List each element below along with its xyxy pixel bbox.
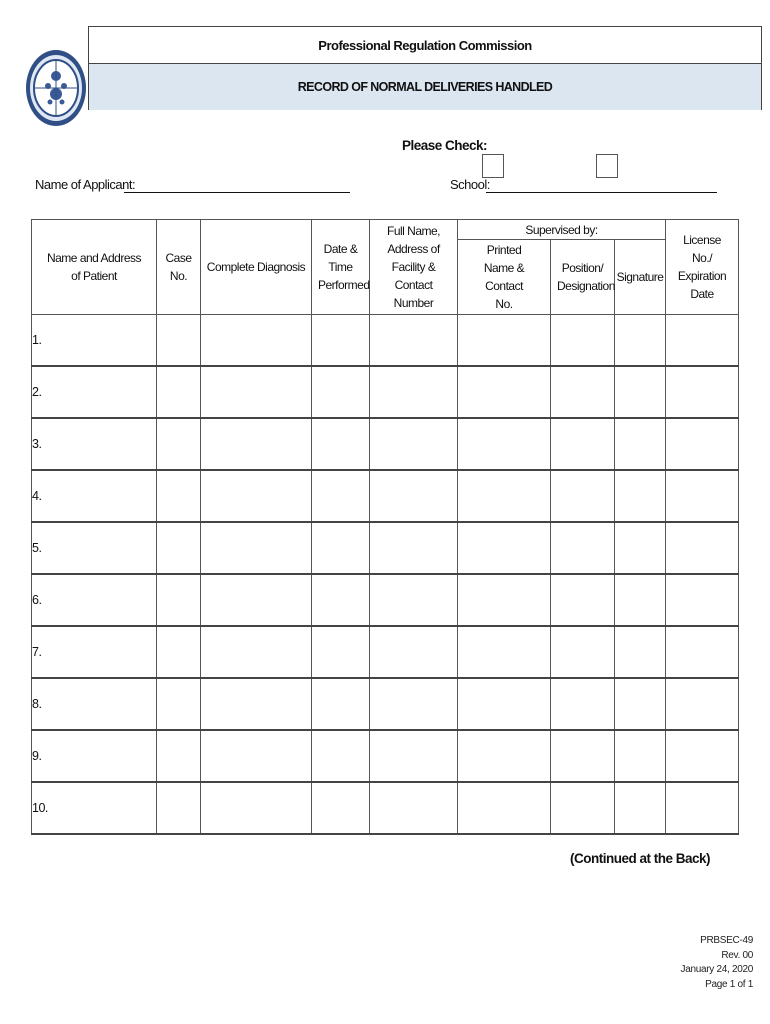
- school-field[interactable]: [486, 192, 717, 193]
- signature-cell[interactable]: [615, 366, 666, 418]
- prc-seal-logo: [22, 46, 90, 130]
- signature-cell[interactable]: [615, 626, 666, 678]
- applicant-name-label: Name of Applicant:: [35, 177, 136, 192]
- case-no-cell[interactable]: [157, 522, 201, 574]
- date-time-cell[interactable]: [312, 678, 370, 730]
- form-metadata: [681, 934, 753, 992]
- table-row: [32, 730, 739, 782]
- row-number: 1.: [32, 315, 157, 367]
- signature-cell[interactable]: [615, 574, 666, 626]
- position-cell[interactable]: [551, 730, 615, 782]
- check-box-2[interactable]: [596, 154, 618, 178]
- position-cell[interactable]: [551, 678, 615, 730]
- position-cell[interactable]: [551, 315, 615, 367]
- table-row: [32, 522, 739, 574]
- position-cell[interactable]: [551, 470, 615, 522]
- date-time-cell[interactable]: [312, 366, 370, 418]
- license-cell[interactable]: [666, 782, 739, 834]
- date-time-cell[interactable]: [312, 418, 370, 470]
- column-header-printed-name: Printed Name & Contact No.: [458, 240, 551, 315]
- diagnosis-cell[interactable]: [201, 574, 312, 626]
- signature-cell[interactable]: [615, 315, 666, 367]
- printed-name-cell[interactable]: [458, 574, 551, 626]
- diagnosis-cell[interactable]: [201, 470, 312, 522]
- case-no-cell[interactable]: [157, 782, 201, 834]
- school-label: School:: [450, 177, 490, 192]
- diagnosis-cell[interactable]: [201, 315, 312, 367]
- column-header-patient: Name and Address of Patient: [32, 220, 157, 315]
- row-number: 3.: [32, 418, 157, 470]
- printed-name-cell[interactable]: [458, 418, 551, 470]
- diagnosis-cell[interactable]: [201, 678, 312, 730]
- printed-name-cell[interactable]: [458, 782, 551, 834]
- printed-name-cell[interactable]: [458, 522, 551, 574]
- position-cell[interactable]: [551, 574, 615, 626]
- table-row: [32, 626, 739, 678]
- applicant-name-field[interactable]: [124, 192, 350, 193]
- row-number: 2.: [32, 366, 157, 418]
- case-no-cell[interactable]: [157, 366, 201, 418]
- row-number: 6.: [32, 574, 157, 626]
- printed-name-cell[interactable]: [458, 315, 551, 367]
- revision: Rev. 00: [721, 949, 753, 961]
- printed-name-cell[interactable]: [458, 366, 551, 418]
- table-row: [32, 574, 739, 626]
- license-cell[interactable]: [666, 418, 739, 470]
- table-row: [32, 366, 739, 418]
- license-cell[interactable]: [666, 574, 739, 626]
- facility-cell[interactable]: [370, 678, 458, 730]
- position-cell[interactable]: [551, 418, 615, 470]
- please-check-label: Please Check:: [402, 138, 488, 153]
- case-no-cell[interactable]: [157, 470, 201, 522]
- page-number: Page 1 of 1: [705, 978, 753, 990]
- revision-date: January 24, 2020: [680, 964, 753, 975]
- row-number: 9.: [32, 730, 157, 782]
- case-no-cell[interactable]: [157, 574, 201, 626]
- diagnosis-cell[interactable]: [201, 418, 312, 470]
- diagnosis-cell[interactable]: [201, 626, 312, 678]
- column-header-signature: Signature: [615, 240, 666, 315]
- table-row: [32, 678, 739, 730]
- facility-cell[interactable]: [370, 730, 458, 782]
- diagnosis-cell[interactable]: [201, 730, 312, 782]
- row-number: 4.: [32, 470, 157, 522]
- continued-note: (Continued at the Back): [570, 851, 711, 866]
- case-no-cell[interactable]: [157, 418, 201, 470]
- date-time-cell[interactable]: [312, 574, 370, 626]
- diagnosis-cell[interactable]: [201, 522, 312, 574]
- row-number: 5.: [32, 522, 157, 574]
- printed-name-cell[interactable]: [458, 678, 551, 730]
- deliveries-table: [31, 219, 739, 835]
- facility-cell[interactable]: [370, 470, 458, 522]
- license-cell[interactable]: [666, 522, 739, 574]
- date-time-cell[interactable]: [312, 522, 370, 574]
- signature-cell[interactable]: [615, 782, 666, 834]
- case-no-cell[interactable]: [157, 678, 201, 730]
- column-header-case-no: Case No.: [157, 220, 201, 315]
- date-time-cell[interactable]: [312, 782, 370, 834]
- signature-cell[interactable]: [615, 678, 666, 730]
- facility-cell[interactable]: [370, 574, 458, 626]
- case-no-cell[interactable]: [157, 730, 201, 782]
- diagnosis-cell[interactable]: [201, 366, 312, 418]
- date-time-cell[interactable]: [312, 470, 370, 522]
- form-title: RECORD OF NORMAL DELIVERIES HANDLED: [89, 64, 761, 110]
- column-header-diagnosis: Complete Diagnosis: [201, 220, 312, 315]
- signature-cell[interactable]: [615, 418, 666, 470]
- position-cell[interactable]: [551, 366, 615, 418]
- facility-cell[interactable]: [370, 626, 458, 678]
- table-row: [32, 418, 739, 470]
- column-header-facility: Full Name, Address of Facility & Contact Number: [370, 220, 458, 315]
- license-cell[interactable]: [666, 678, 739, 730]
- table-row: [32, 315, 739, 367]
- date-time-cell[interactable]: [312, 315, 370, 367]
- license-cell[interactable]: [666, 626, 739, 678]
- row-number: 10.: [32, 782, 157, 834]
- facility-cell[interactable]: [370, 418, 458, 470]
- printed-name-cell[interactable]: [458, 730, 551, 782]
- signature-cell[interactable]: [615, 730, 666, 782]
- check-box-1[interactable]: [482, 154, 504, 178]
- license-cell[interactable]: [666, 730, 739, 782]
- printed-name-cell[interactable]: [458, 626, 551, 678]
- case-no-cell[interactable]: [157, 315, 201, 367]
- position-cell[interactable]: [551, 626, 615, 678]
- position-cell[interactable]: [551, 782, 615, 834]
- facility-cell[interactable]: [370, 522, 458, 574]
- case-no-cell[interactable]: [157, 626, 201, 678]
- header-box: [88, 26, 762, 110]
- printed-name-cell[interactable]: [458, 470, 551, 522]
- column-header-date-time: Date & Time Performed: [312, 220, 370, 315]
- position-cell[interactable]: [551, 522, 615, 574]
- signature-cell[interactable]: [615, 470, 666, 522]
- column-header-position: Position/ Designation: [551, 240, 615, 315]
- diagnosis-cell[interactable]: [201, 782, 312, 834]
- license-cell[interactable]: [666, 470, 739, 522]
- table-row: [32, 782, 739, 834]
- license-cell[interactable]: [666, 366, 739, 418]
- column-header-license: License No./ Expiration Date: [666, 220, 739, 315]
- date-time-cell[interactable]: [312, 626, 370, 678]
- table-row: [32, 470, 739, 522]
- facility-cell[interactable]: [370, 782, 458, 834]
- facility-cell[interactable]: [370, 315, 458, 367]
- date-time-cell[interactable]: [312, 730, 370, 782]
- signature-cell[interactable]: [615, 522, 666, 574]
- row-number: 7.: [32, 626, 157, 678]
- form-code: PRBSEC-49: [700, 935, 753, 946]
- license-cell[interactable]: [666, 315, 739, 367]
- facility-cell[interactable]: [370, 366, 458, 418]
- organization-name: Professional Regulation Commission: [89, 27, 761, 64]
- column-header-supervised-by: Supervised by:: [458, 220, 666, 240]
- row-number: 8.: [32, 678, 157, 730]
